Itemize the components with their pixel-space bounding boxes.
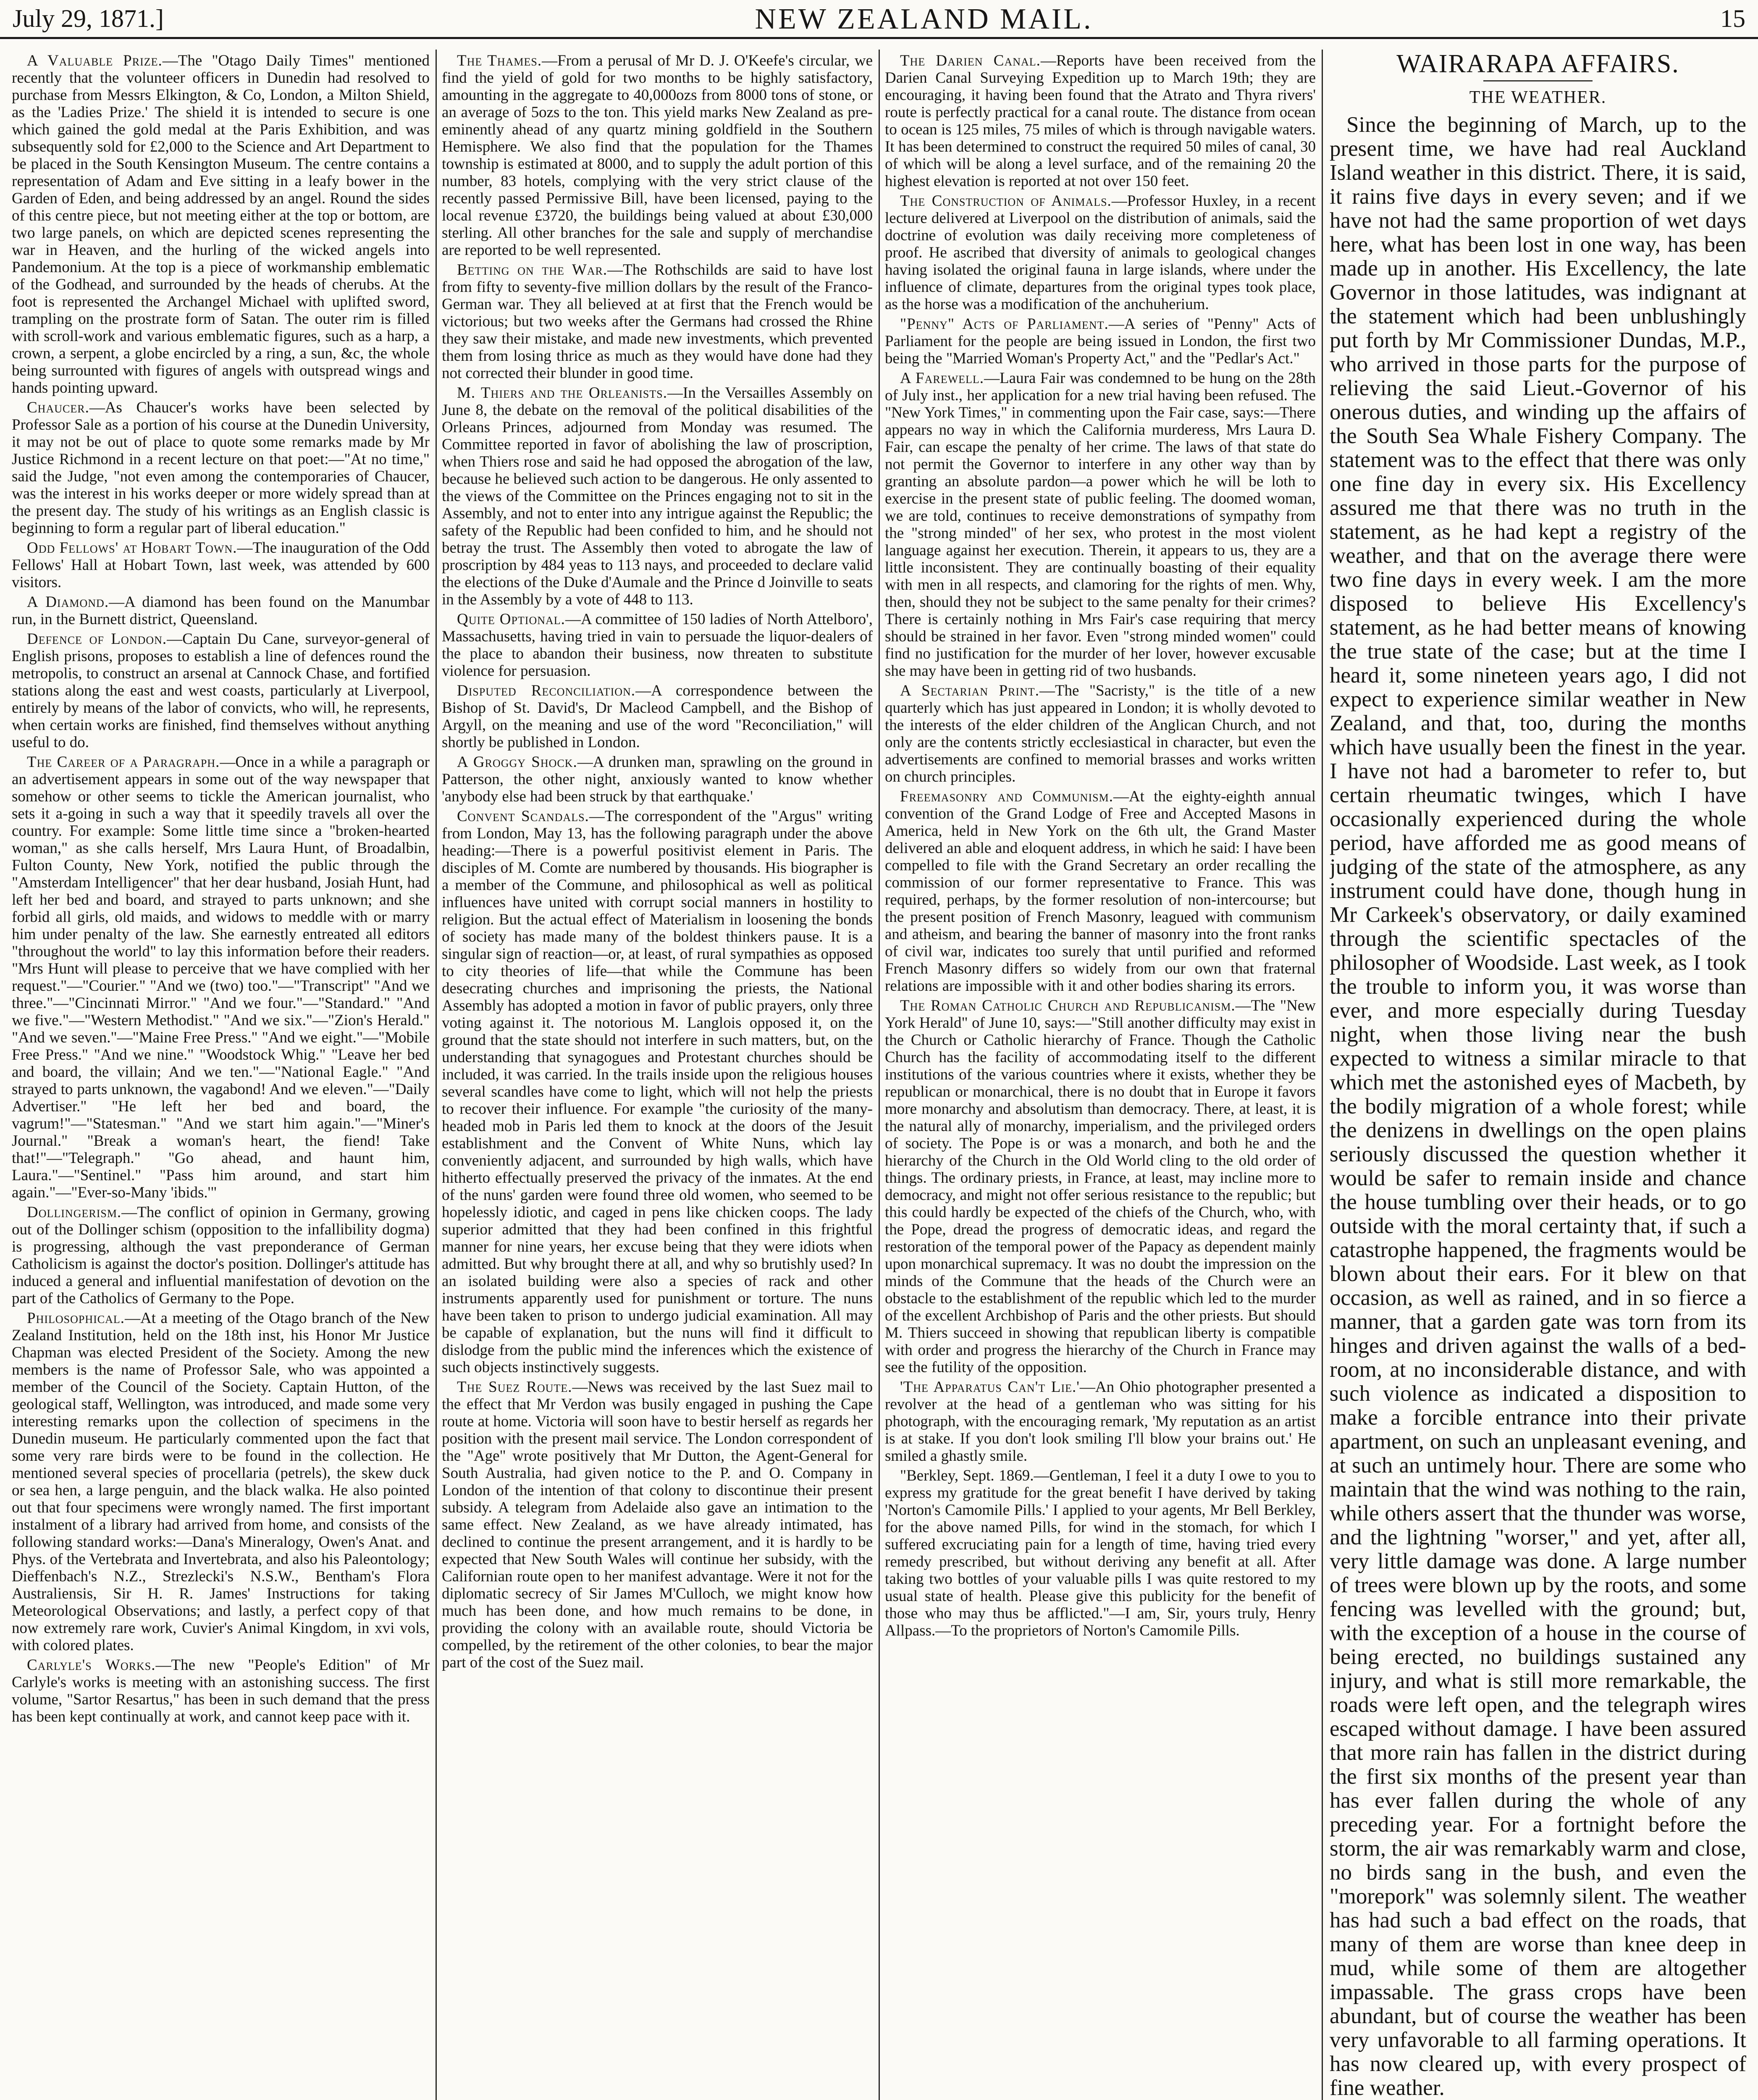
paper-title: NEW ZEALAND MAIL.: [755, 3, 1093, 35]
section-title: WAIRARAPA AFFAIRS.: [1396, 52, 1679, 78]
article-body: —A series of "Penny" Acts of Parliament for the people are being issued in London, the first two being the "Married Woman's Property Act," and the "Pedlar's Act.": [885, 315, 1316, 367]
article: [442, 1378, 873, 1671]
article-heading: Carlyle's Works.: [27, 1656, 156, 1674]
article: [12, 539, 430, 591]
article: [442, 384, 873, 608]
article-heading: The Suez Route.: [457, 1378, 572, 1396]
article-heading: 'The Apparatus Can't Lie.': [900, 1378, 1080, 1396]
column-rule: [879, 50, 880, 2100]
article-heading: The Career of a Paragraph.: [27, 753, 220, 771]
article-body: —At a meeting of the Otago branch of the New Zealand Institution, held on the 18th inst, his Honor Mr Justice Chapman was elected President of the Society. Among the new members is the name of Professor Sale, who was appointed a member of the Council of the Society. Captain Hutton, of the geological staff, Wellington, was introduced, and made some very interesting remarks upon the collection of specimens in the Dunedin museum. He particularly commented upon the fact that some very rare birds were to be found in the collection. He mentioned several species of procellaria (petrels), the skew duck or sea hen, a large penguin, and the black walka. He also pointed out that four specimens were wrongly named. The first important instalment of a library had arrived from home, and consists of the following standard works:—Dana's Mineralogy, Owen's Anat. and Phys. of the Vertebrata and Invertebrata, and also his Paleontology; Dieffenbach's N.Z., Strezlecki's N.S.W., Bentham's Flora Australiensis, Sir H. R. James' Instructions for taking Meteorological Observations; and lastly, a perfect copy of that now extremely rare work, Cuvier's Animal Kingdom, in xvi vols, with colored plates.: [12, 1310, 430, 1654]
article-heading: Convent Scandals.: [457, 808, 589, 825]
article: [12, 1310, 430, 1654]
article: [12, 1656, 430, 1725]
article-body: —At the eighty-eighth annual convention of the Grand Lodge of Free and Accepted Masons in America, held in New York on the 6th ult, the Grand Master delivered an able and eloquent address, in which he said: I have been compelled to file with the Grand Secretary an order recalling the commission of our former representative to France. This was required, perhaps, by the former resolution of non-intercourse; but the present position of French Masonry, leagued with communism and atheism, and bearing the banner of masonry into the front ranks of civil war, indicates too surely that until purified and reformed French Masonry differs so widely from our own that fraternal relations are impossible with it and other bodies sharing its errors.: [885, 788, 1316, 995]
article-body: —Reports have been received from the Darien Canal Surveying Expedition up to March 19th; they are encouraging, it having been found that the Atrato and Thyra rivers' route is perfectly practical for a canal route. The distance from ocean to ocean is 125 miles, 75 miles of which is through navigable waters. It has been determined to construct the required 50 miles of canal, 30 of which will be along a level surface, and of the remaining 20 the highest elevation is reported at not over 150 feet.: [885, 52, 1316, 190]
article-body: —The "Otago Daily Times" mentioned recently that the volunteer officers in Dunedin had resolved to purchase from Messrs Elkington, & Co, London, a Milton Shield, as the 'Ladies Prize.' The shield it is intended to secure is one which gained the gold medal at the Paris Exhibition, and was subsequently sold for £2,000 to the Science and Art Department to be placed in the South Kensington Museum. The centre contains a representation of Adam and Eve sitting in a leafy bower in the Garden of Eden, and being addressed by an angel. Round the sides of this centre piece, but not meeting either at the top or bottom, are two large panels, on which are depicted scenes representing the war in Heaven, and the hurling of the wicked angels into Pandemonium. At the top is a piece of workmanship emblematic of the Godhead, and surrounded by the heads of cherubs. At the foot is represented the Archangel Michael with uplifted sword, trampling on the prostrate form of Satan. The outer rim is filled with scroll-work and various emblematic figures, such as a harp, a crown, a serpent, a globe encircled by a ring, a sun, &c, the whole being surrounted with figures of angels with outspread wings and hands pointing upward.: [12, 52, 430, 396]
article-body: —Laura Fair was condemned to be hung on the 28th of July inst., her application for a new trial having been refused. The "New York Times," in commenting upon the Fair case, says:—There appears no way in which the California murderess, Mrs Laura D. Fair, can escape the penalty of her crime. The laws of that state do not permit the Governor to interfere in any other way than by granting an absolute pardon—a power which he will be loth to exercise in the present state of public feeling. The doomed woman, we are told, continues to receive demonstrations of sympathy from the "strong minded" of her sex, who protest in the most violent language against her execution. Therein, it appears to us, they are a little inconsistent. They are continually boasting of their equality with men in all respects, and clamoring for the rights of men. Why, then, should they not be subject to the same penalty for their crimes? There is certainly nothing in Mrs Fair's case requiring that mercy should be strained in her favor. Even "strong minded women" could find no justification for the murder of her lover, however excusable she may have been in getting rid of two husbands.: [885, 370, 1316, 680]
article-heading: Defence of London.: [27, 630, 167, 648]
article-body: —Professor Huxley, in a recent lecture delivered at Liverpool on the distribution of animals, said the doctrine of evolution was daily receiving more completeness of proof. He ascribed that diversity of animals to geological changes having isolated the original fauna in large islands, where under the influence of climate, departures from the original types took place, as the horse was a modification of the anchuherium.: [885, 192, 1316, 313]
article-heading: The Thames.: [457, 52, 542, 69]
article: [442, 682, 873, 751]
article: [442, 52, 873, 259]
article: [885, 315, 1316, 367]
article-heading: Dollingerism.: [27, 1204, 122, 1221]
article-heading: The Roman Catholic Church and Republicanism.: [900, 997, 1236, 1014]
article: [885, 52, 1316, 190]
article: [442, 808, 873, 1376]
column-3: [885, 52, 1316, 2100]
article-body: —The new "People's Edition" of Mr Carlyle's works is meeting with an astonishing success. The first volume, "Sartor Resartus," has been in such demand that the press has been kept continually at work, and cannot keep pace with it.: [12, 1656, 430, 1725]
article-body: —A committee of 150 ladies of North Attelboro', Massachusetts, having tried in vain to persuade the liquor-dealers of the place to abandon their business, now threaten to substitute violence for persuasion.: [442, 611, 873, 680]
article: [442, 261, 873, 382]
article-heading: A Diamond.: [27, 593, 109, 611]
article-body: —An Ohio photographer presented a revolver at the head of a gentleman who was sitting for his photograph, with the encouraging remark, 'My reputation as an artist is at stake. If you don't look smiling I'll blow your brains out.' He smiled a ghastly smile.: [885, 1378, 1316, 1465]
article: [442, 611, 873, 680]
article: [442, 753, 873, 805]
article-heading: Quite Optional.: [457, 611, 565, 628]
article-heading: A Valuable Prize.: [27, 52, 163, 69]
article-body: —The conflict of opinion in Germany, growing out of the Dollinger schism (opposition to the infallibility dogma) is progressing, although the vast preponderance of German Catholicism is against the doctor's position. Dollinger's attitude has induced a general and influential manifestation of devotion on the part of the Catholics of Germany to the Pope.: [12, 1204, 430, 1307]
article: [885, 788, 1316, 995]
article-heading: A Groggy Shock.: [457, 753, 577, 771]
article-body: —The inauguration of the Odd Fellows' Hall at Hobart Town, last week, was attended by 600 visitors.: [12, 539, 430, 591]
page-number: 15: [1720, 5, 1745, 32]
article: [12, 52, 430, 396]
article-body: —Once in a while a paragraph or an advertisement appears in some out of the way newspaper that somehow or other seems to tickle the American journalist, who sets it a-going in such a way that it speedily travels all over the country. For example: Some little time since a "broken-hearted woman," as she calls herself, Mrs Laura Hunt, of Broadalbin, Fulton County, New York, notified the public through the "Amsterdam Intelligencer" that her dear husband, Josiah Hunt, had left her bed and board, and strayed to parts unknown; and she forbid all girls, old maids, and widows to meddle with or marry him under penalty of the law. She earnestly entreated all editors "throughout the world" to lay this information before their readers. "Mrs Hunt will please to perceive that we have complied with her request."—"Courier." "And we (two) too."—"Transcript" "And we three."—"Cincinnati Mirror." "And we four."—"Standard." "And we five."—"Western Methodist." "And we six."—"Zion's Herald." "And we seven."—"Maine Free Press." "And we eight."—"Mobile Free Press." "And we nine." "Woodstock Whig." "Leave her bed and board, the villain; And we ten."—"National Eagle." "And strayed to parts unknown, the vagabond! And we eleven."—"Daily Advertiser." "He left her bed and board, the vagrum!"—"Statesman." "And we start him again."—"Miner's Journal." "Break a woman's heart, the fiend! Take that!"—"Telegraph." "Go ahead, and haunt him, Laura."—"Sentinel." "Pass him around, and start him again."—"Ever-so-Many 'ibids.'": [12, 753, 430, 1201]
article-heading: The Darien Canal.: [900, 52, 1041, 69]
article-body: —The correspondent of the "Argus" writing from London, May 13, has the following paragraph under the above heading:—There is a powerful positivist element in Paris. The disciples of M. Comte are numbered by thousands. His biographer is a member of the Commune, and philosophical as well as political influences have united with corrupt social manners in hostility to religion. But the actual effect of Materialism in loosening the bonds of society has made many of the boldest thinkers pause. It is a singular sign of reaction—or, at least, of rural sympathies as opposed to city theories of life—that while the Commune has been desecrating churches and imprisoning the priests, the National Assembly has adopted a motion in favor of public prayers, only three voting against it. The notorious M. Langlois opposed it, on the ground that the state should not interfere in such matters, but, on the understanding that synagogues and Protestant churches should be included, it was carried. In the trails inside upon the religious houses several scandles have come to light, which will not help the priests to recover their influence. For example "the curiosity of the many-headed mob in Paris led them to knock at the doors of the Jesuit establishment and the Convent of White Nuns, which lay conveniently adjacent, and surrounded by high walls, which have hitherto effectually preserved the privacy of the inmates. At the end of the nuns' garden were found three old women, who seemed to be hopelessly idiotic, and caged in pens like chicken coops. The lady superior admitted that they had been confined in this frightful manner for nine years, her excuse being that they were idiots when admitted. But why brought there at all, and why so brutishly used? In an isolated building were also a species of rack and other instruments apparently used for punishment or torture. The nuns have been taken to prison to undergo judicial examination. All may be capable of explanation, but the nuns will find it difficult to dislodge from the public mind the inferences which the existence of such objects instinctively suggests.: [442, 808, 873, 1376]
article-heading: Disputed Reconciliation.: [457, 682, 636, 699]
article: [12, 399, 430, 537]
article-heading: Betting on the War.: [457, 261, 608, 278]
article: [885, 192, 1316, 313]
article-heading: Chaucer.: [27, 399, 89, 416]
issue-date: July 29, 1871.]: [13, 5, 164, 32]
article: [885, 1467, 1316, 1639]
article-heading: A Sectarian Print.: [900, 682, 1039, 699]
article-body: —The "New York Herald" of June 10, says:—"Still another difficulty may exist in the Church or Catholic hierarchy of France. Though the Catholic Church has the facility of accommodating itself to the different institutions of the various countries where it exists, whether they be republican or monarchical, there is no doubt that in Europe it favors more monarchy and absolutism than democracy. There, at least, it is the natural ally of monarchy, imperialism, and the privileged orders of society. The Pope is or was a monarch, and both he and the hierarchy of the Church in the Old World cling to the old order of things. The ordinary priests, in France, at least, may incline more to democracy, and might not offer serious resistance to the republic; but this could hardly be expected of the chiefs of the Church, who, with the Pope, dread the progress of democratic ideas, and regard the restoration of the temporal power of the Papacy as dependent mainly upon monarchical supremacy. It was no doubt the impression on the minds of the Commune that the heads of the Church were an obstacle to the establishment of the republic which led to the murder of the excellent Archbishop of Paris and the other priests. But should M. Thiers succeed in showing that republican liberty is compatible with order and progress the hierarchy of the Church in France may see the futility of the opposition.: [885, 997, 1316, 1376]
article-heading: "Penny" Acts of Parliament.: [900, 315, 1109, 333]
column-1: [12, 52, 430, 2100]
article-body: "Berkley, Sept. 1869.—Gentleman, I feel it a duty I owe to you to express my gratitude for the great benefit I have derived by taking 'Norton's Camomile Pills.' I applied to your agents, Mr Bell Berkley, for the above named Pills, for wind in the stomach, for which I suffered excruciating pain for a length of time, having tried every remedy prescribed, but without deriving any benefit at all. After taking two bottles of your valuable pills I was quite restored to my usual state of health. Please give this publicity for the benefit of those who may thus be afflicted."—I am, Sir, yours truly, Henry Allpass.—To the proprietors of Norton's Camomile Pills.: [885, 1467, 1316, 1639]
article-body: —As Chaucer's works have been selected by Professor Sale as a portion of his course at the Dunedin University, it may not be out of place to quote some remarks made by Mr Justice Richmond in a recent lecture on that poet:—"At no time," said the Judge, "not even among the contemporaries of Chaucer, was the interest in his works deeper or more widely spread than at the present day. The study of his writings as an English classic is beginning to form a regular part of liberal education.": [12, 399, 430, 537]
article-body: —A drunken man, sprawling on the ground in Patterson, the other night, anxiously wanted to know whether 'anybody else had been struck by that earthquake.': [442, 753, 873, 805]
article-body: —Captain Du Cane, surveyor-general of English prisons, proposes to establish a line of defences round the metropolis, to construct an arsenal at Cannock Chase, and fortified stations along the east and west coasts, particularly at Liverpool, entirely by means of the labor of convicts, who will, he represents, when certain works are finished, find themselves without anything useful to do.: [12, 630, 430, 751]
article: [885, 997, 1316, 1376]
article-heading: M. Thiers and the Orleanists.: [457, 384, 667, 402]
article-heading: Odd Fellows' at Hobart Town.: [27, 539, 237, 556]
article: [12, 1204, 430, 1307]
weather-heading: THE WEATHER.: [1469, 88, 1607, 107]
article: [885, 682, 1316, 785]
article: [885, 1378, 1316, 1465]
article-body: —The Rothschilds are said to have lost from fifty to seventy-five million dollars by the result of the Franco-German war. They all believed at at first that the French would be victorious; but two weeks after the Germans had crossed the Rhine they saw their mistake, and made new investments, which prevented them from losing thrice as much as they would have done had they not corrected their blunder in good time.: [442, 261, 873, 382]
article-body: —From a perusal of Mr D. J. O'Keefe's circular, we find the yield of gold for two months to be highly satisfactory, amounting in the aggregate to 40,000ozs from 8000 tons of stone, or an average of 5ozs to the ton. This yield marks New Zealand as pre-eminently ahead of any quartz mining goldfield in the Southern Hemisphere. We also find that the population for the Thames township is estimated at 8000, and to supply the adult portion of this number, 83 hotels, complying with the very strict clause of the recently passed Permissive Bill, have been licensed, paying to the local revenue £3720, the buildings being valued at about £30,000 sterling. All other branches for the sale and supply of merchandise are reported to be well represented.: [442, 52, 873, 259]
column-2: [442, 52, 873, 2100]
article: [12, 630, 430, 751]
article-body: —News was received by the last Suez mail to the effect that Mr Verdon was busily engaged in pushing the Cape route at home. Victoria will soon have to bestir herself as regards her position with the present mail service. The London correspondent of the "Age" wrote positively that Mr Dutton, the Agent-General for South Australia, had given notice to the P. and O. Company in London of the intention of that colony to discontinue their present subsidy. A telegram from Adelaide also gave an intimation to the same effect. New Zealand, as we have already intimated, has declined to continue the present arrangement, and it is hardly to be expected that New South Wales will continue her subsidy, with the Californian route open to her manifest advantage. Were it not for the diplomatic secrecy of Sir James M'Culloch, we might know how much has been done, and how much remains to be done, in providing the colony with an available route, should Victoria be compelled, by the retirement of the other colonies, to bear the major part of the cost of the Suez mail.: [442, 1378, 873, 1671]
article: [12, 753, 430, 1201]
column-4: [1330, 52, 1746, 2100]
article-heading: Philosophical.: [27, 1310, 125, 1327]
section-divider: [1483, 80, 1593, 81]
article-body: —A diamond has been found on the Manumbar run, in the Burnett district, Queensland.: [12, 593, 430, 628]
column-rule: [1322, 50, 1323, 2100]
article-heading: The Construction of Animals.: [900, 192, 1112, 210]
article: [885, 370, 1316, 680]
article-body: —In the Versailles Assembly on June 8, the debate on the removal of the political disabilities of the Orleans Princes, adjourned from Monday was resumed. The Committee reported in favor of abolishing the law of proscription, when Thiers rose and said he had opposed the abrogation of the law, because he believed such action to be dangerous. He only assented to the views of the Committee on the Princes engaging not to sit in the Assembly, and not to enter into any intrigue against the Republic; the safety of the Republic had been confided to him, and he should not betray the trust. The Assembly then voted to abrogate the law of proscription by 484 yeas to 113 nays, and proceeded to declare valid the elections of the Duke d'Aumale and the Prince d Joinville to seats in the Assembly by a vote of 448 to 113.: [442, 384, 873, 608]
article-heading: A Farewell.: [900, 370, 984, 387]
column-rule: [436, 50, 437, 2100]
masthead: [0, 0, 1758, 39]
article: [12, 593, 430, 628]
article-body: —A correspondence between the Bishop of St. David's, Dr Macleod Campbell, and the Bishop of Argyll, on the meaning and use of the word "Reconciliation," will shortly be published in London.: [442, 682, 873, 751]
article-body: —The "Sacristy," is the title of a new quarterly which has just appeared in London; it is wholly devoted to the interests of the elder children of the Anglican Church, and not only are the contents strictly ecclesiastical in character, but even the advertisements are confined to memorial brasses and works written on church principles.: [885, 682, 1316, 785]
article-heading: Freemasonry and Communism.: [900, 788, 1113, 805]
weather-article: Since the beginning of March, up to the present time, we have had real Auckland Island weather in this district. There, it is said, it rains five days in every seven; and if we have not had the same proportion of wet days here, what has been lost in one way, has been made up in another. His Excellency, the late Governor in those latitudes, was indignant at the statement which had been unblushingly put forth by Mr Commissioner Dundas, M.P., who arrived in those parts for the purpose of relieving the said Lieut.-Governor of his onerous duties, and winding up the affairs of the South Sea Whale Fishery Company. The statement was to the effect that there was only one fine day in every six. His Excellency assured me that there was no truth in the statement, as he had kept a registry of the weather, and that on the average there were two fine days in every week. I am the more disposed to believe His Excellency's statement, as he had better means of knowing the true state of the case; but at the time I heard it, some nineteen years ago, I did not expect to experience similar weather in New Zealand, and that, too, during the months which have usually been the finest in the year. I have not had a barometer to refer to, but certain rheumatic twinges, which I have occasionally experienced during the whole period, have afforded me as good means of judging of the state of the atmosphere, as any instrument could have done, though hung in Mr Carkeek's observatory, or daily examined through the scientific spectacles of the philosopher of Woodside. Last week, as I took the trouble to inform you, it was worse than ever, and more especially during Tuesday night, when those living near the bush expected to witness a similar miracle to that which met the astonished eyes of Macbeth, by the bodily migration of a whole forest; while the denizens in dwellings on the open plains seriously discussed the question whether it would be safer to remain inside and chance the house tumbling over their heads, or to go outside with the moral certainty that, if such a catastrophe happened, the fragments would be blown about their ears. For it blew on that occasion, as well as rained, and in so fierce a manner, that a garden gate was torn from its hinges and driven against the walls of a bed-room, at no inconsiderable distance, and with such violence as indicated a disposition to make a forcible entrance into their private apartment, on such an unpleasant evening, and at such an untimely hour. There are some who maintain that the wind was nothing to the rain, while others assert that the thunder was worse, and the lightning "worser," and yet, after all, very little damage was done. A large number of trees were blown up by the roots, and some fencing was levelled with the ground; but, with the exception of a house in the course of being erected, no buildings sustained any injury, and what is still more remarkable, the roads were left open, and the telegraph wires escaped without damage. I have been assured that more rain has fallen in the district during the first six months of the present year than has ever fallen during the whole of any preceding year. For a fortnight before the storm, the air was remarkably warm and close, no birds sang in the bush, and even the "morepork" was solemnly silent. The weather has had such a bad effect on the roads, that many of them are worse than knee deep in mud, while some of them are altogether impassable. The grass crops have been abundant, but of course the weather has been very unfavorable to all farming operations. It has now cleared up, with every prospect of fine weather.: [1330, 113, 1746, 2100]
